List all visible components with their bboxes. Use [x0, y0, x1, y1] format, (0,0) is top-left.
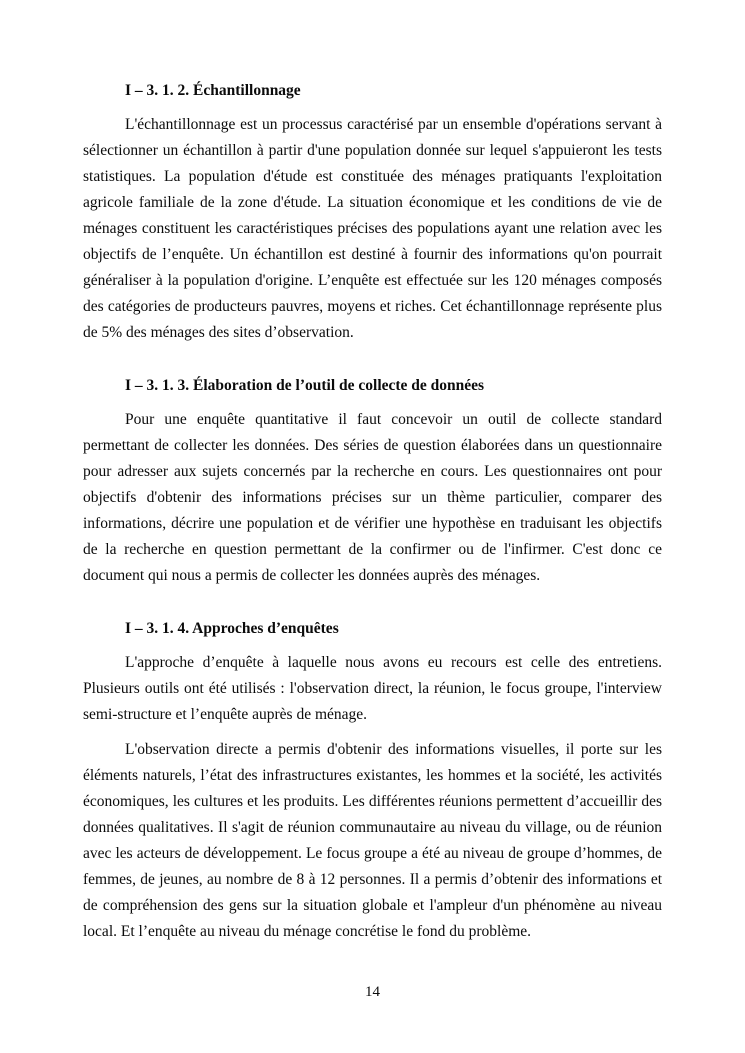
page-number: 14 — [365, 984, 380, 1000]
section-heading-elaboration-outil-collecte: I – 3. 1. 3. Élaboration de l’outil de collecte de données — [125, 377, 485, 394]
paragraph-observation-directe: L'observation directe a permis d'obtenir des informations visuelles, il porte sur les éléments naturels, l’état des infrastructures existantes, les hommes et la société, les activités économiques, les cultures et les produits. Les différentes réunions permettent d’accueillir des données qualitatives. Il s'agit de réunion communautaire au niveau du village, ou de réunion avec les acteurs de développement. Le focus groupe a été au niveau de groupe d’hommes, de femmes, de jeunes, au nombre de 8 à 12 personnes. Il a permis d’obtenir des informations et de compréhension des gens sur la situation globale et l'ampleur d'un phénomène au niveau local. Et l’enquête au niveau du ménage concrétise le fond du problème. — [83, 741, 662, 940]
paragraph-echantillonnage: L'échantillonnage est un processus caractérisé par un ensemble d'opérations servant à sélectionner un échantillon à partir d'une population donnée sur lequel s'appuieront les tests statistiques. La population d'étude est constituée des ménages pratiquants l'exploitation agricole familiale de la zone d'étude. La situation économique et les conditions de vie de ménages constituent les caractéristiques précises des populations ayant une relation avec les objectifs de l’enquête. Un échantillon est destiné à fournir des informations qu'on pourrait généraliser à la population d'origine. L’enquête est effectuée sur les 120 ménages composés des catégories de producteurs pauvres, moyens et riches. Cet échantillonnage représente plus de 5% des ménages des sites d’observation. — [83, 116, 662, 341]
paragraph-approches-enquetes: L'approche d’enquête à laquelle nous avons eu recours est celle des entretiens. Plusieurs outils ont été utilisés : l'observation direct, la réunion, le focus groupe, l'interview semi-structure et l’enquête auprès de ménage. — [83, 654, 662, 723]
paragraph-outil-collecte: Pour une enquête quantitative il faut concevoir un outil de collecte standard permettant de collecter les données. Des séries de question élaborées dans un questionnaire pour adresser aux sujets concernés par la recherche en cours. Les questionnaires ont pour objectifs d'obtenir des informations précises sur un thème particulier, comparer des informations, décrire une population et de vérifier une hypothèse en traduisant les objectifs de la recherche en question permettant de la confirmer ou de l'infirmer. C'est donc ce document qui nous a permis de collecter les données auprès des ménages. — [83, 411, 662, 584]
section-heading-echantillonnage: I – 3. 1. 2. Échantillonnage — [125, 82, 301, 99]
section-heading-approches-enquetes: I – 3. 1. 4. Approches d’enquêtes — [125, 620, 339, 637]
